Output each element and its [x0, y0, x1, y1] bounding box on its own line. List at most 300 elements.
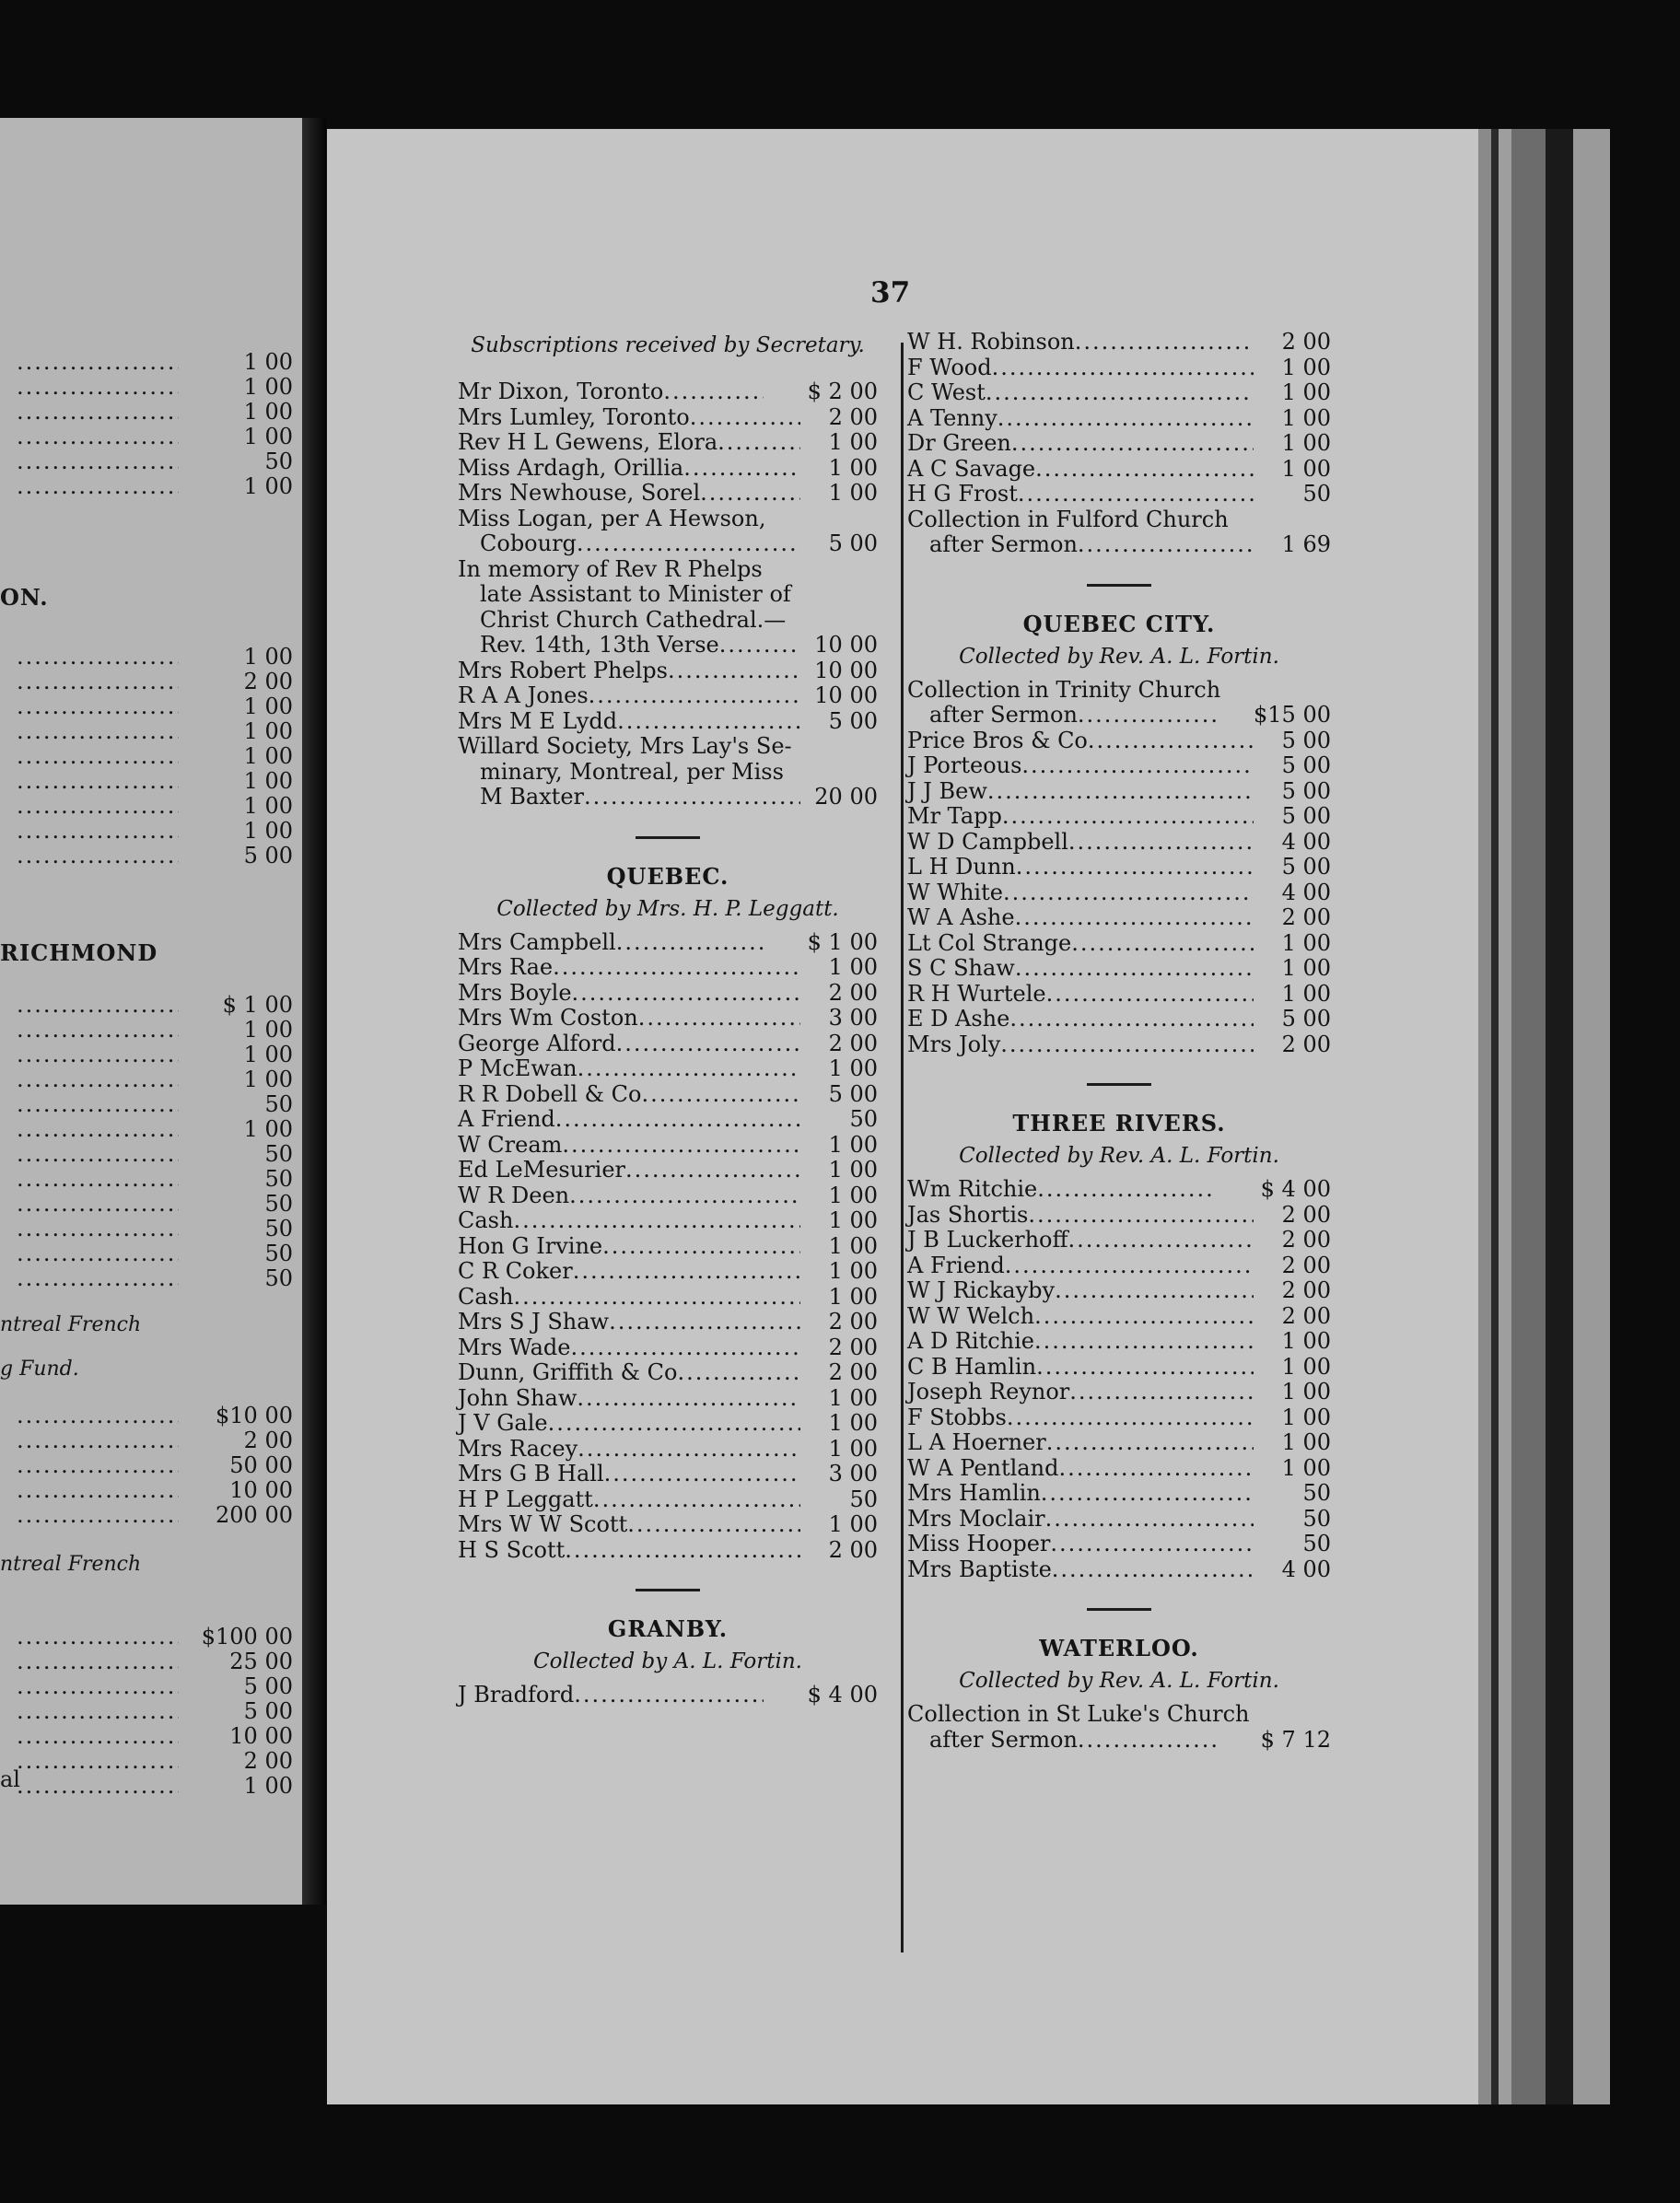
entry-line: late Assistant to Minister of	[480, 581, 791, 607]
leader-dots	[17, 1067, 179, 1093]
entry-amount: 10 00	[814, 632, 878, 658]
entry-amount: 2 00	[828, 403, 878, 430]
entry-name: Mrs W W Scott	[458, 1511, 628, 1537]
leader-dots	[17, 719, 179, 745]
entry-name: W A Ashe	[907, 904, 1015, 930]
left-page-row	[17, 400, 293, 425]
subheading-three-rivers: Collected by Rev. A. L. Fortin.	[959, 1144, 1279, 1168]
list-item	[458, 1006, 878, 1032]
left-page-row	[17, 1699, 293, 1725]
left-page-heading-fragment: RICHMOND	[0, 939, 158, 966]
entry-amount: $ 7 12	[1260, 1726, 1331, 1753]
leader-dots	[1016, 855, 1254, 880]
left-page-row	[17, 1018, 293, 1043]
list-item	[907, 1007, 1331, 1032]
entry-name: Mrs Robert Phelps	[458, 657, 668, 683]
left-page-row	[17, 1774, 293, 1800]
entry-amount: 10 00	[229, 1477, 293, 1503]
left-page-row	[17, 350, 293, 376]
leader-dots	[700, 481, 800, 507]
list-item	[458, 930, 878, 956]
entry-amount: 5 00	[1281, 1006, 1331, 1032]
list-item	[907, 1032, 1331, 1058]
entry-name: Ed LeMesurier	[458, 1157, 626, 1183]
entry-amount: 2 00	[828, 1536, 878, 1563]
list-item	[458, 1683, 878, 1708]
list-item	[907, 1253, 1331, 1279]
list-item	[907, 1430, 1331, 1456]
list-item	[458, 405, 878, 431]
entry-amount: 50	[264, 1265, 293, 1291]
leader-dots	[616, 930, 764, 956]
entry-amount: 1 00	[243, 374, 293, 400]
entry-amount: 25 00	[229, 1649, 293, 1674]
list-item	[458, 1158, 878, 1183]
left-page-row	[17, 719, 293, 745]
entry-name: Rev H L Gewens, Elora	[458, 429, 718, 455]
entry-line: Miss Logan, per A Hewson,	[458, 505, 766, 531]
entry-amount: 50	[264, 1091, 293, 1117]
entry-line: Collection in Fulford Church	[907, 506, 1229, 532]
leader-dots	[17, 1018, 179, 1043]
list-item	[458, 1285, 878, 1311]
left-page-row	[17, 993, 293, 1019]
left-page-text-fragment: g Fund.	[0, 1358, 79, 1381]
entry-name: Mrs Rae	[458, 954, 554, 980]
list-item	[458, 1487, 878, 1513]
entry-amount: 50	[264, 1191, 293, 1217]
entry-amount: 1 00	[828, 1410, 878, 1436]
left-page-row	[17, 1043, 293, 1068]
entry-amount: 50	[1302, 1505, 1331, 1532]
entry-amount: 2 00	[243, 1748, 293, 1774]
entry-amount: 1 00	[243, 768, 293, 794]
leader-dots	[562, 1133, 800, 1159]
leader-dots	[1007, 1405, 1254, 1431]
leader-dots	[17, 1043, 179, 1068]
list-item	[458, 1056, 878, 1082]
entry-amount: 2 00	[243, 1428, 293, 1453]
left-page-row	[17, 375, 293, 401]
list-item	[907, 1405, 1331, 1431]
leader-dots	[17, 1117, 179, 1143]
entry-st-luke	[907, 1702, 1331, 1753]
leader-dots	[17, 694, 179, 720]
entry-name: Price Bros & Co	[907, 727, 1088, 753]
leader-dots	[17, 1649, 179, 1675]
list-item	[458, 1234, 878, 1260]
entry-name: Miss Hooper	[907, 1531, 1051, 1556]
entry-amount: 1 00	[828, 954, 878, 980]
list-item	[458, 481, 878, 507]
entry-amount: 5 00	[828, 530, 878, 556]
leader-dots	[1015, 905, 1254, 931]
entry-name: Mrs Newhouse, Sorel	[458, 480, 701, 506]
leader-dots	[17, 769, 179, 795]
leader-dots	[1018, 482, 1254, 507]
leader-dots	[513, 1208, 800, 1234]
leader-dots	[1000, 1032, 1254, 1058]
entry-amount: $ 1 00	[807, 928, 878, 955]
column-right	[907, 330, 1331, 1753]
section-rule	[1087, 584, 1151, 587]
entry-line: Christ Church Cathedral.—	[480, 606, 787, 633]
leader-dots	[1078, 703, 1217, 729]
leader-dots	[17, 425, 179, 450]
leader-dots	[17, 993, 179, 1019]
entry-name: Mrs S J Shaw	[458, 1309, 610, 1335]
entry-name: H G Frost	[907, 481, 1018, 507]
left-page-row	[17, 1117, 293, 1143]
entry-amount: 1 00	[1281, 929, 1331, 956]
entry-amount: 2 00	[828, 1334, 878, 1360]
list-item	[907, 1557, 1331, 1583]
leader-dots	[17, 449, 179, 475]
entry-amount: 1 00	[828, 1435, 878, 1462]
entry-name: Mrs Lumley, Toronto	[458, 403, 690, 430]
entry-name: Mr Tapp	[907, 803, 1002, 829]
leader-dots	[663, 379, 764, 405]
left-page-row	[17, 1192, 293, 1218]
entry-amount: 50	[849, 1486, 878, 1512]
left-page-text-fragment: al	[0, 1766, 20, 1792]
left-page-row	[17, 819, 293, 845]
heading-granby: GRANBY.	[607, 1615, 729, 1642]
list-item	[907, 1329, 1331, 1355]
entry-amount: 1 00	[243, 644, 293, 670]
entry-amount: 50	[264, 1241, 293, 1266]
entry-name: J Bradford	[458, 1682, 575, 1708]
page-edge	[1546, 129, 1573, 2104]
leader-dots	[1015, 956, 1254, 982]
section-rule	[1087, 1083, 1151, 1086]
list-item	[907, 1456, 1331, 1482]
entry-amount: 1 00	[243, 1067, 293, 1092]
leader-dots	[17, 844, 179, 869]
entry-line	[458, 785, 878, 810]
list-item	[907, 406, 1331, 432]
leader-dots	[17, 1478, 179, 1504]
entry-name: R R Dobell & Co	[458, 1080, 642, 1107]
entry-amount: 5 00	[1281, 777, 1331, 804]
entry-amount: 1 00	[828, 1258, 878, 1284]
entry-amount: 2 00	[1281, 1252, 1331, 1278]
entry-amount: 1 00	[243, 694, 293, 719]
entry-amount: 1 00	[243, 743, 293, 769]
entry-line: Collection in St Luke's Church	[907, 1701, 1250, 1727]
entry-name: W W Welch	[907, 1302, 1035, 1329]
entry-name: Dunn, Griffith & Co	[458, 1359, 678, 1385]
left-page-heading-fragment: ON.	[0, 584, 49, 611]
entry-name: C R Coker	[458, 1258, 573, 1284]
secretary-list-2	[458, 659, 878, 735]
entry-line: In memory of Rev R Phelps	[458, 555, 763, 582]
leader-dots	[17, 1142, 179, 1168]
entry-name: A D Ritchie	[907, 1328, 1034, 1354]
granby-list	[458, 1683, 878, 1708]
entry-amount: $10 00	[216, 1403, 293, 1428]
leader-dots	[1050, 1532, 1254, 1557]
left-page-row	[17, 1142, 293, 1168]
entry-amount: 2 00	[1281, 904, 1331, 930]
entry-name: Jas Shortis	[907, 1201, 1029, 1228]
leader-dots	[1003, 880, 1254, 906]
entry-name: Mrs Racey	[458, 1435, 578, 1462]
leader-dots	[1041, 1481, 1254, 1507]
entry-name: C West	[907, 379, 986, 405]
entry-amount: 5 00	[828, 707, 878, 734]
heading-three-rivers: THREE RIVERS.	[1012, 1110, 1226, 1136]
entry-amount: 50	[849, 1106, 878, 1132]
leader-dots	[574, 1683, 764, 1708]
entry-amount: 1 00	[828, 1384, 878, 1411]
left-page-row	[17, 1453, 293, 1479]
left-page-row	[17, 645, 293, 670]
leader-dots	[1035, 457, 1254, 483]
section-title-secretary: Subscriptions received by Secretary.	[471, 333, 865, 357]
leader-dots	[17, 375, 179, 401]
entry-amount: 1 00	[243, 424, 293, 449]
leader-dots	[572, 981, 800, 1007]
left-page-row	[17, 1067, 293, 1093]
left-page-row	[17, 844, 293, 869]
entry-amount: 1 00	[243, 399, 293, 425]
list-item	[458, 1133, 878, 1159]
leader-dots	[1058, 1456, 1254, 1482]
left-page-row	[17, 1092, 293, 1118]
section-rule	[1087, 1608, 1151, 1611]
entry-amount: 1 00	[828, 1511, 878, 1537]
list-item	[907, 1532, 1331, 1557]
list-item	[907, 457, 1331, 483]
list-item	[458, 1335, 878, 1361]
column-divider	[901, 343, 904, 1952]
three-rivers-list	[907, 1177, 1331, 1582]
leader-dots	[17, 1167, 179, 1193]
entry-name: Joseph Reynor	[907, 1379, 1070, 1405]
leader-dots	[986, 380, 1254, 406]
leader-dots	[573, 1259, 800, 1285]
page-edge	[1499, 129, 1511, 2104]
entry-name: H P Leggatt	[458, 1486, 593, 1512]
entry-amount: 1 00	[243, 1116, 293, 1142]
leader-dots	[17, 1724, 179, 1750]
entry-name: Mrs Wade	[458, 1334, 571, 1360]
entry-amount: 5 00	[1281, 803, 1331, 829]
list-item	[907, 931, 1331, 957]
left-page-row	[17, 1724, 293, 1750]
leader-dots	[1071, 931, 1254, 957]
leader-dots	[17, 1625, 179, 1650]
left-page-row	[17, 1478, 293, 1504]
list-item	[458, 1538, 878, 1564]
left-page-row	[17, 670, 293, 695]
entry-amount: 50	[264, 1216, 293, 1241]
left-page-row	[17, 1749, 293, 1775]
leader-dots	[553, 955, 800, 981]
list-item	[458, 456, 878, 482]
left-page-text-fragment: ntreal French	[0, 1553, 142, 1576]
entry-name: Hon G Irvine	[458, 1232, 603, 1259]
list-item	[907, 356, 1331, 381]
entry-name: Mrs Boyle	[458, 979, 572, 1006]
entry-amount: 3 00	[828, 1005, 878, 1031]
list-item	[458, 430, 878, 456]
entry-amount: 1 00	[1281, 1454, 1331, 1481]
leader-dots	[609, 1310, 800, 1335]
leader-dots	[1037, 1177, 1217, 1203]
entry-amount: 1 69	[1281, 531, 1331, 557]
entry-amount: 1 00	[1281, 1379, 1331, 1405]
entry-name: Cobourg	[480, 530, 577, 556]
leader-dots	[1034, 1329, 1254, 1355]
list-item	[907, 482, 1331, 507]
entry-amount: 1 00	[243, 718, 293, 744]
entry-name: Mrs Joly	[907, 1031, 1001, 1057]
list-item	[907, 804, 1331, 830]
leader-dots	[1068, 830, 1254, 856]
entry-name: George Alford	[458, 1030, 616, 1056]
entry-amount: 1 00	[828, 1157, 878, 1183]
entry-name: L H Dunn	[907, 854, 1016, 880]
leader-dots	[17, 1428, 179, 1454]
entry-amount: 3 00	[828, 1461, 878, 1486]
list-item	[458, 1360, 878, 1386]
left-page-row	[17, 1404, 293, 1429]
left-page-row	[17, 1241, 293, 1267]
section-rule	[636, 836, 700, 839]
entry-amount: 1 00	[243, 1773, 293, 1799]
entry-amount: 1 00	[828, 1207, 878, 1233]
leader-dots	[17, 1404, 179, 1429]
leader-dots	[593, 1487, 800, 1513]
entry-name: Wm Ritchie	[907, 1176, 1038, 1202]
leader-dots	[987, 779, 1254, 805]
column-left	[458, 330, 878, 1708]
entry-name: S C Shaw	[907, 955, 1015, 981]
list-item	[907, 1380, 1331, 1405]
entry-amount: 10 00	[814, 682, 878, 708]
entry-amount: $100 00	[201, 1624, 293, 1649]
entry-name: after Sermon	[929, 531, 1078, 557]
entry-name: Cash	[458, 1207, 514, 1233]
leader-dots	[17, 794, 179, 820]
entry-name: W White	[907, 879, 1003, 905]
leader-dots	[617, 709, 800, 735]
entry-name: A C Savage	[907, 455, 1036, 482]
entry-amount: 10 00	[229, 1723, 293, 1749]
quebec-list	[458, 930, 878, 1564]
entry-amount: 1 00	[828, 1232, 878, 1259]
entry-amount: 2 00	[1281, 1227, 1331, 1253]
left-page-row	[17, 449, 293, 475]
entry-name: W D Campbell	[907, 828, 1068, 855]
entry-name: after Sermon	[929, 1726, 1078, 1753]
leader-dots	[17, 1453, 179, 1479]
heading-quebec: QUEBEC.	[606, 862, 729, 890]
list-item	[907, 380, 1331, 406]
leader-dots	[1036, 1355, 1254, 1381]
list-item	[907, 431, 1331, 457]
entry-amount: 20 00	[814, 784, 878, 810]
left-page-text-fragment: ntreal French	[0, 1313, 142, 1336]
leader-dots	[555, 1107, 800, 1133]
leader-dots	[17, 1749, 179, 1775]
leader-dots	[719, 633, 800, 659]
leader-dots	[638, 1006, 800, 1032]
entry-name: Cash	[458, 1283, 514, 1310]
entry-amount: 1 00	[828, 1182, 878, 1208]
list-item	[458, 1259, 878, 1285]
entry-name: C B Hamlin	[907, 1353, 1037, 1380]
entry-amount: 2 00	[828, 1309, 878, 1335]
entry-name: J Porteous	[907, 752, 1022, 778]
entry-name: E D Ashe	[907, 1006, 1010, 1032]
list-item	[458, 1462, 878, 1487]
entry-amount: 2 00	[828, 1030, 878, 1056]
entry-amount: 10 00	[814, 657, 878, 683]
leader-dots	[690, 405, 800, 431]
entry-name: F Wood	[907, 354, 992, 380]
list-item	[458, 955, 878, 981]
left-page-row	[17, 474, 293, 500]
list-item	[907, 1481, 1331, 1507]
list-item	[907, 880, 1331, 906]
entry-amount: 1 00	[1281, 1353, 1331, 1380]
leader-dots	[570, 1335, 800, 1361]
left-page-row	[17, 1217, 293, 1242]
leader-dots	[1028, 1203, 1254, 1229]
leader-dots	[17, 1266, 179, 1292]
leader-dots	[1005, 1253, 1254, 1279]
entry-amount: 50	[1302, 1480, 1331, 1506]
entry-name: M Baxter	[480, 784, 585, 810]
entry-name: Mrs M E Lydd	[458, 707, 618, 734]
page-edge	[1511, 129, 1546, 2104]
leader-dots	[578, 1056, 800, 1082]
entry-amount: 1 00	[243, 1042, 293, 1067]
entry-name: Mrs Baptiste	[907, 1556, 1052, 1582]
entry-name: R H Wurtele	[907, 980, 1046, 1007]
misc-list	[907, 330, 1331, 507]
left-page-row	[17, 1649, 293, 1675]
entry-amount: 1 00	[243, 818, 293, 844]
left-page-row	[17, 1503, 293, 1529]
leader-dots	[668, 659, 800, 684]
entry-amount: 50	[1302, 481, 1331, 507]
entry-amount: 1 00	[243, 349, 293, 375]
entry-name: J J Bew	[907, 777, 987, 804]
entry-amount: 4 00	[1281, 828, 1331, 855]
list-item	[458, 1512, 878, 1538]
list-item	[458, 709, 878, 735]
entry-line	[907, 532, 1331, 558]
leader-dots	[548, 1411, 800, 1437]
leader-dots	[17, 670, 179, 695]
leader-dots	[578, 1437, 800, 1463]
leader-dots	[1002, 804, 1254, 830]
entry-amount: 200 00	[216, 1502, 293, 1528]
page-edge	[1573, 129, 1610, 2104]
list-item	[907, 753, 1331, 779]
leader-dots	[604, 1462, 800, 1487]
entry-amount: 1 00	[1281, 1404, 1331, 1430]
list-item	[907, 330, 1331, 356]
leader-dots	[17, 1241, 179, 1267]
entry-amount: 1 00	[243, 473, 293, 499]
entry-amount: 2 00	[828, 979, 878, 1006]
leader-dots	[17, 474, 179, 500]
